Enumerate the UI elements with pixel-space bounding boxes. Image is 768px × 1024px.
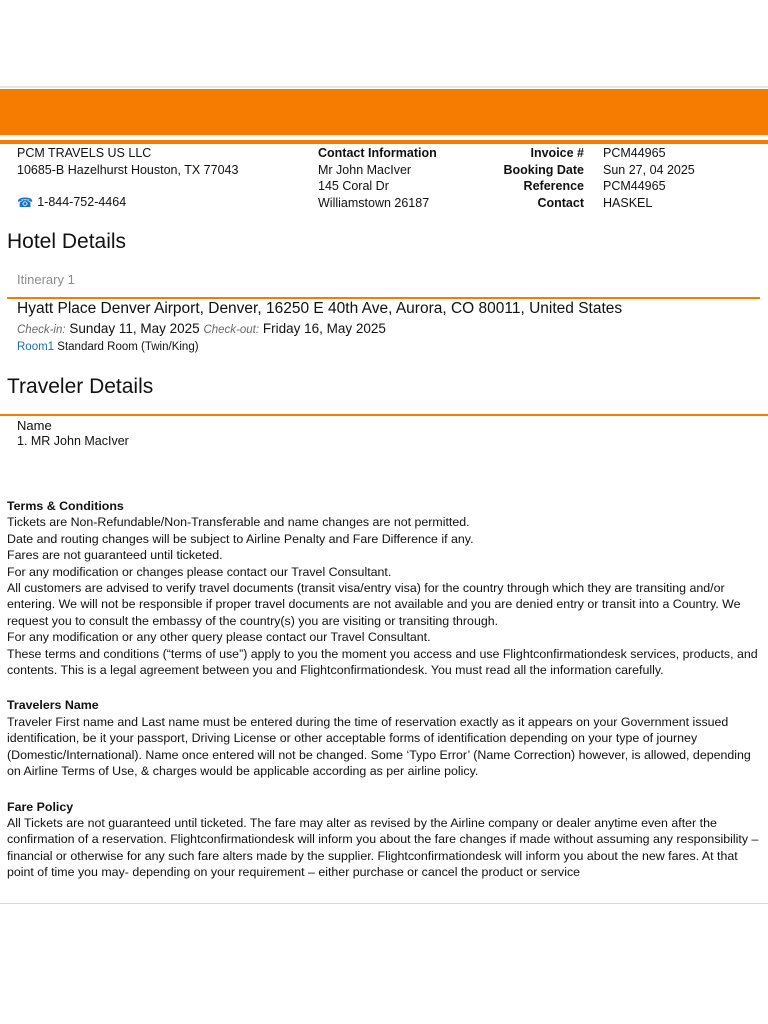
terms-heading: Terms & Conditions (7, 499, 124, 513)
terms-line: For any modification or changes please contact our Travel Consultant. (7, 564, 392, 579)
room-label: Room1 (17, 341, 55, 353)
top-divider (0, 86, 768, 88)
company-name: PCM TRAVELS US LLC (17, 146, 152, 160)
reference-row (470, 178, 760, 195)
fare-policy-text: All Tickets are not guaranteed until ticketed. The fare may alter as revised by the Airline company or dealer anytime even after the confirmation of a reservation. Flightconfirmationdesk will inform you about the fare changes if made without assuming any responsibility –financial or otherwise for any such fare alters made by the supplier. Flightconfirmationdesk will inform you about the new fares. At that point of time you may- depending on your requirement – either purchase or cancel the product or service (7, 815, 759, 880)
company-address: 10685-B Hazelhurst Houston, TX 77043 (17, 162, 239, 177)
booking-date-label: Booking Date (503, 162, 584, 177)
terms-section (7, 498, 763, 881)
company-phone (17, 194, 307, 211)
traveler-details-title: Traveler Details (7, 375, 154, 398)
room-info (17, 341, 199, 353)
invoice-block (470, 145, 760, 211)
booking-date-value: Sun 27, 04 2025 (603, 162, 695, 177)
hotel-divider (7, 297, 760, 299)
checkout-label: Check-out: (203, 324, 260, 336)
reference-label: Reference (523, 179, 584, 193)
booking-date-row (470, 162, 760, 179)
hotel-details-title: Hotel Details (7, 230, 127, 253)
terms-line: All customers are advised to verify travel documents (transit visa/entry visa) for the country through which they are transiting and/or entering. We will not be responsible if proper travel documents are not available and you are denied entry or transit into a Country. We request you to consult the embassy of the country(s) you are visiting or transiting through. (7, 581, 741, 628)
invoice-row (470, 145, 760, 162)
contact-city: Williamstown 26187 (318, 195, 430, 210)
contact-label: Contact (537, 195, 584, 210)
room-type: Standard Room (Twin/King) (57, 341, 199, 353)
header-banner (0, 89, 768, 135)
itinerary-label: Itinerary 1 (17, 272, 75, 287)
checkin-label: Check-in: (17, 324, 66, 336)
contact-heading: Contact Information (318, 146, 437, 160)
contact-name: Mr John MacIver (318, 162, 412, 177)
contact-row (470, 195, 760, 212)
stay-dates (17, 321, 386, 336)
terms-line: Date and routing changes will be subject to Airline Penalty and Fare Difference if any. (7, 531, 474, 546)
checkin-date: Sunday 11, May 2025 (69, 321, 200, 336)
checkout-date: Friday 16, May 2025 (262, 321, 386, 336)
page-bottom-divider (0, 903, 768, 904)
travelers-name-heading: Travelers Name (7, 698, 99, 713)
contact-street: 145 Coral Dr (318, 179, 389, 193)
terms-line: For any modification or any other query please contact our Travel Consultant. (7, 630, 431, 645)
traveler-divider (0, 414, 768, 416)
fare-policy-heading: Fare Policy (7, 799, 74, 814)
traveler-name: 1. MR John MacIver (17, 434, 129, 448)
terms-line: These terms and conditions (“terms of use”) apply to you the moment you access and use Flightconfirmationdesk services, products, and contents. This is a legal agreement between you and Flightconfirmationdesk. You must read all the information carefully. (7, 646, 758, 678)
telephone-icon: ☎ (17, 194, 34, 210)
spacer (7, 780, 763, 799)
invoice-value: PCM44965 (603, 146, 666, 160)
name-column-header: Name (17, 418, 52, 433)
terms-line: Fares are not guaranteed until ticketed. (7, 548, 223, 563)
contact-value: HASKEL (603, 195, 653, 210)
phone-number[interactable]: 1-844-752-4464 (37, 195, 127, 209)
spacer (7, 678, 763, 697)
company-block (17, 145, 307, 211)
travelers-name-text: Traveler First name and Last name must be entered during the time of reservation exactly as it appears on your Government issued identification, be it your passport, Driving License or other acceptable forms of identification depending on your type of journey (Domestic/International). Name once entered will not be changed. Some ‘Typo Error’ (Name Correction) however, is allowed, depending on Airline Terms of Use, & charges would be applicable according as per airline policy. (7, 714, 751, 779)
reference-value: PCM44965 (603, 179, 666, 193)
hotel-name: Hyatt Place Denver Airport, Denver, 16250 E 40th Ave, Aurora, CO 80011, United States (17, 300, 623, 317)
terms-line: Tickets are Non-Refundable/Non-Transferable and name changes are not permitted. (7, 515, 470, 530)
invoice-label: Invoice # (530, 146, 584, 160)
header-accent-line (0, 140, 768, 144)
